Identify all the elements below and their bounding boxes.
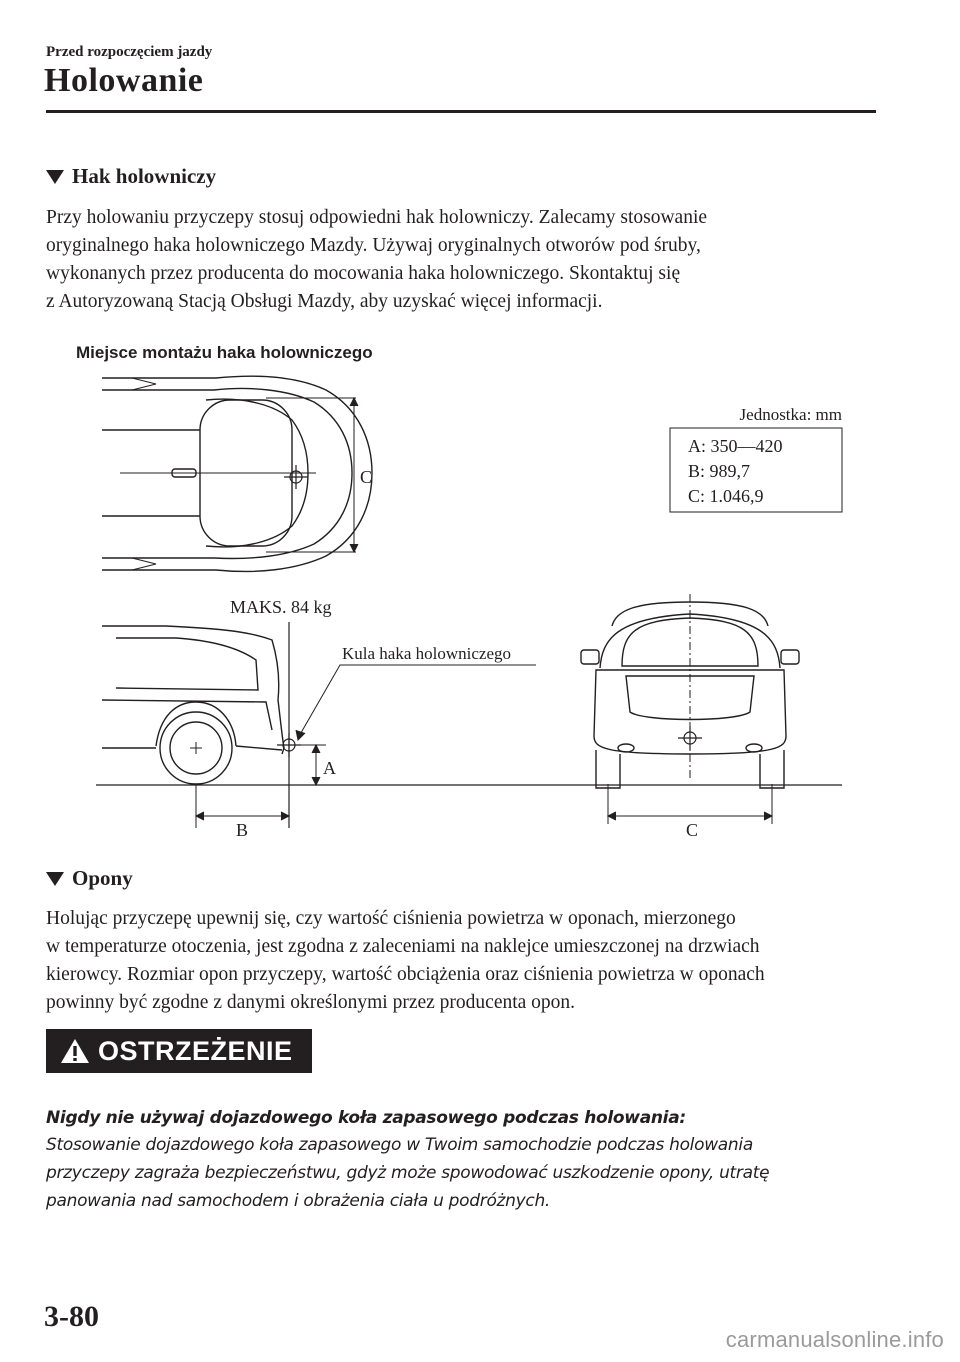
tow-ball-label: Kula haka holowniczego <box>342 644 511 663</box>
car-top-view <box>102 376 372 571</box>
dimension-c-rear <box>608 784 772 824</box>
dimension-a <box>296 745 326 785</box>
dimension-b-value: B: 989,7 <box>688 461 751 481</box>
dimension-c-value: C: 1.046,9 <box>688 486 764 506</box>
tow-hitch-diagram <box>96 370 856 840</box>
warning-banner <box>46 1029 312 1073</box>
figure-caption: Miejsce montażu haka holowniczego <box>76 343 373 362</box>
car-rear-view <box>581 594 799 788</box>
section-heading-tow-hitch <box>46 164 216 189</box>
warning-title: Nigdy nie używaj dojazdowego koła zapasowego podczas holowania: <box>46 1108 686 1128</box>
hitch-point-top <box>284 465 308 489</box>
watermark: carmanualsonline.info <box>725 1327 944 1352</box>
warning-line: panowania nad samochodem i obrażenia ciała u podróżnych. <box>46 1191 551 1211</box>
paragraph-line: kierowcy. Rozmiar opon przyczepy, wartość obciążenia oraz ciśnienia powietrza w oponach <box>46 964 765 985</box>
paragraph-line: Holując przyczepę upewnij się, czy wartość ciśnienia powietrza w oponach, mierzonego <box>46 908 736 929</box>
warning-label: OSTRZEŻENIE <box>98 1035 293 1066</box>
triangle-bullet-icon <box>46 872 64 886</box>
car-side-view <box>102 626 284 784</box>
tires-paragraph <box>46 905 896 1017</box>
breadcrumb: Przed rozpoczęciem jazdy <box>46 44 213 60</box>
dimension-letter-c-top: C <box>360 467 373 487</box>
warning-line: Stosowanie dojazdowego koła zapasowego w Twoim samochodzie podczas holowania <box>46 1135 753 1155</box>
section-heading-text: Hak holowniczy <box>72 164 217 188</box>
dimension-a-value: A: 350—420 <box>688 436 783 456</box>
warning-body <box>46 1131 769 1215</box>
dimension-letter-b: B <box>236 820 249 840</box>
paragraph-line: powinny być zgodne z danymi określonymi przez producenta opon. <box>46 992 576 1013</box>
hitch-point-rear <box>678 726 702 750</box>
section-heading-tires <box>46 866 133 891</box>
section-heading-text: Opony <box>72 866 133 890</box>
max-load-label: MAKS. 84 kg <box>230 597 332 617</box>
page-number: 3-80 <box>44 1300 99 1333</box>
paragraph-line: w temperaturze otoczenia, jest zgodna z zaleceniami na naklejce umieszczonej na drzwiach <box>46 936 760 957</box>
paragraph-line: z Autoryzowaną Stacją Obsługi Mazdy, aby uzyskać więcej informacji. <box>46 291 603 312</box>
warning-line: przyczepy zagraża bezpieczeństwu, gdyż może spowodować uszkodzenie opony, utratę <box>46 1163 770 1183</box>
dimension-letter-c-rear: C <box>686 820 699 840</box>
paragraph-line: wykonanych przez producenta do mocowania haka holowniczego. Skontaktuj się <box>46 263 681 284</box>
paragraph-line: Przy holowaniu przyczepy stosuj odpowiedni hak holowniczy. Zalecamy stosowanie <box>46 207 708 228</box>
paragraph-line: oryginalnego haka holowniczego Mazdy. Używaj oryginalnych otworów pod śruby, <box>46 235 701 256</box>
tow-ball-leader-line <box>298 665 536 738</box>
dimension-letter-a: A <box>323 758 336 778</box>
title-rule <box>46 110 876 113</box>
chapter-title: Holowanie <box>44 62 204 99</box>
unit-label: Jednostka: mm <box>739 405 842 424</box>
warning-triangle-icon <box>60 1038 90 1064</box>
dimension-c-top <box>266 398 358 552</box>
tow-hitch-paragraph <box>46 204 886 316</box>
triangle-bullet-icon <box>46 170 64 184</box>
